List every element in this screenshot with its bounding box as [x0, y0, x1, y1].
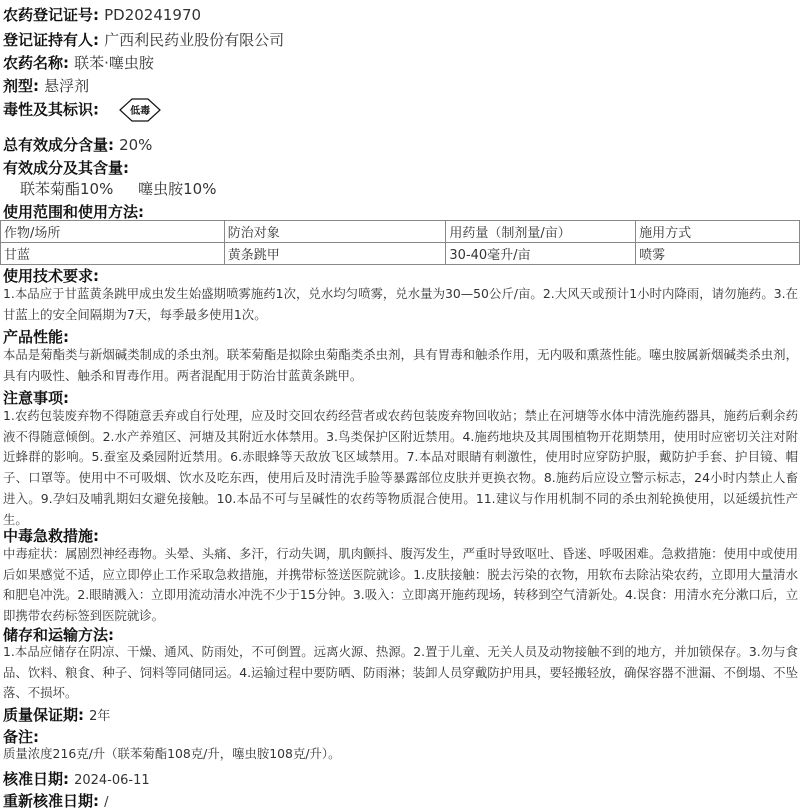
table-cell: 黄条跳甲: [224, 243, 446, 265]
table-row: [1, 243, 800, 265]
total-content-row: [3, 134, 152, 155]
name-row: [3, 52, 154, 73]
formulation-row: [3, 75, 89, 96]
formulation-label: 剂型:: [3, 77, 39, 95]
storage-label: 储存和运输方法:: [3, 626, 114, 644]
notes-text: 1.农药包装废弃物不得随意丢弃或自行处理，应及时交回农药经营者或农药包装废弃物回收站；禁止在河塘等水体中清洗施药器具，施药后剩余药液不得随意倾倒。2.水产养殖区、河塘及其附近水体禁用。3.鸟类保护区附近禁用。4.施药地块及其周围植物开花期禁用，使用时应密切关注对附近蜂群的影响。5.蚕室及桑园附近禁用。6.赤眼蜂等天敌放飞区域禁用。7.本品对眼睛有刺激性，使用时应穿防护服，戴防护手套、护目镜、帽子、口罩等。使用中不可吸烟、饮水及吃东西，使用后及时清洗手脸等暴露部位皮肤并更换衣物。8.施药后应设立警示标志，24小时内禁止人畜进入。9.孕妇及哺乳期妇女避免接触。10.本品不可与呈碱性的农药等物质混合使用。11.建议与作用机制不同的杀虫剂轮换使用，以延缓抗性产生。: [3, 408, 798, 527]
toxicity-label: 毒性及其标识:: [3, 100, 99, 119]
tech-label: 使用技术要求:: [3, 267, 99, 285]
toxicity-badge-text: 低毒: [130, 106, 151, 117]
approval-date-value: 2024-06-11: [74, 773, 150, 788]
table-header-cell: 作物/场所: [1, 221, 225, 243]
usage-table: [0, 220, 800, 265]
name-value: 联苯·噻虫胺: [74, 54, 154, 72]
table-header-cell: 用药量（制剂量/亩）: [446, 221, 636, 243]
shelf-life-value: 2年: [89, 709, 111, 724]
first-aid-text: 中毒症状：属剧烈神经毒物。头晕、头痛、多汗，行动失调，肌肉颤抖、腹泻发生，严重时导致呕吐、昏迷、呼吸困难。急救措施：使用中或使用后如果感觉不适，应立即停止工作采取急救措施，并携带标签送医院就诊。1.皮肤接触：脱去污染的衣物，用软布去除沾染农药，立即用大量清水和肥皂冲洗。2.眼睛溅入：立即用流动清水冲洗不少于15分钟。3.吸入：立即离开施药现场，转移到空气清新处。4.误食：用清水充分漱口后，立即携带农药标签到医院就诊。: [3, 546, 798, 624]
ingredient-item: 联苯菊酯10%: [20, 180, 114, 198]
tech-text: 1.本品应于甘蓝黄条跳甲成虫发生始盛期喷雾施药1次，兑水均匀喷雾，兑水量为30—50公斤/亩。2.大风天或预计1小时内降雨，请勿施药。3.在甘蓝上的安全间隔期为7天，每季最多使用1次。: [3, 286, 798, 322]
approval-date-label: 核准日期:: [3, 770, 69, 788]
table-header-row: [1, 221, 800, 243]
name-label: 农药名称:: [3, 54, 69, 72]
remarks-text: 质量浓度216克/升（联苯菊酯108克/升，噻虫胺108克/升）。: [3, 746, 341, 761]
table-cell: 喷雾: [636, 243, 800, 265]
reapproval-row: [3, 790, 108, 811]
ingredients-list: [20, 178, 236, 199]
total-content-value: 20%: [119, 136, 153, 154]
total-content-label: 总有效成分含量:: [3, 136, 114, 154]
holder-row: [3, 29, 284, 50]
approval-date-row: [3, 768, 150, 789]
reapproval-label: 重新核准日期:: [3, 792, 99, 810]
usage-label: 使用范围和使用方法:: [3, 203, 144, 221]
formulation-value: 悬浮剂: [44, 77, 90, 95]
remarks-label: 备注:: [3, 728, 39, 746]
performance-label: 产品性能:: [3, 328, 69, 346]
reapproval-value: /: [104, 795, 109, 810]
reg-no-label: 农药登记证号:: [3, 6, 99, 24]
low-toxicity-badge-icon: [118, 97, 162, 123]
performance-text: 本品是菊酯类与新烟碱类制成的杀虫剂。联苯菊酯是拟除虫菊酯类杀虫剂，具有胃毒和触杀作用，无内吸和熏蒸性能。噻虫胺属新烟碱类杀虫剂，具有内吸性、触杀和胃毒作用。两者混配用于防治甘蓝黄条跳甲。: [3, 347, 798, 383]
table-cell: 30-40毫升/亩: [446, 243, 636, 265]
reg-no-row: [3, 4, 201, 25]
reg-no-value: PD20241970: [104, 6, 202, 24]
holder-label: 登记证持有人:: [3, 31, 99, 49]
toxicity-row: [3, 97, 162, 123]
table-header-cell: 防治对象: [224, 221, 446, 243]
table-header-cell: 施用方式: [636, 221, 800, 243]
storage-text: 1.本品应储存在阴凉、干燥、通风、防雨处，不可倒置。远离火源、热源。2.置于儿童、无关人员及动物接触不到的地方，并加锁保存。3.勿与食品、饮料、粮食、种子、饲料等同储同运。4.运输过程中要防晒、防雨淋；装卸人员穿戴防护用具，要轻搬轻放，确保容器不泄漏、不倒塌、不坠落、不损坏。: [3, 644, 798, 701]
ingredient-item: 噻虫胺10%: [138, 180, 217, 198]
first-aid-label: 中毒急救措施:: [3, 527, 99, 545]
holder-value: 广西利民药业股份有限公司: [104, 31, 285, 49]
shelf-life-row: [3, 704, 110, 725]
notes-label: 注意事项:: [3, 389, 69, 407]
ingredients-label: 有效成分及其含量:: [3, 159, 129, 177]
shelf-life-label: 质量保证期:: [3, 706, 84, 724]
table-cell: 甘蓝: [1, 243, 225, 265]
